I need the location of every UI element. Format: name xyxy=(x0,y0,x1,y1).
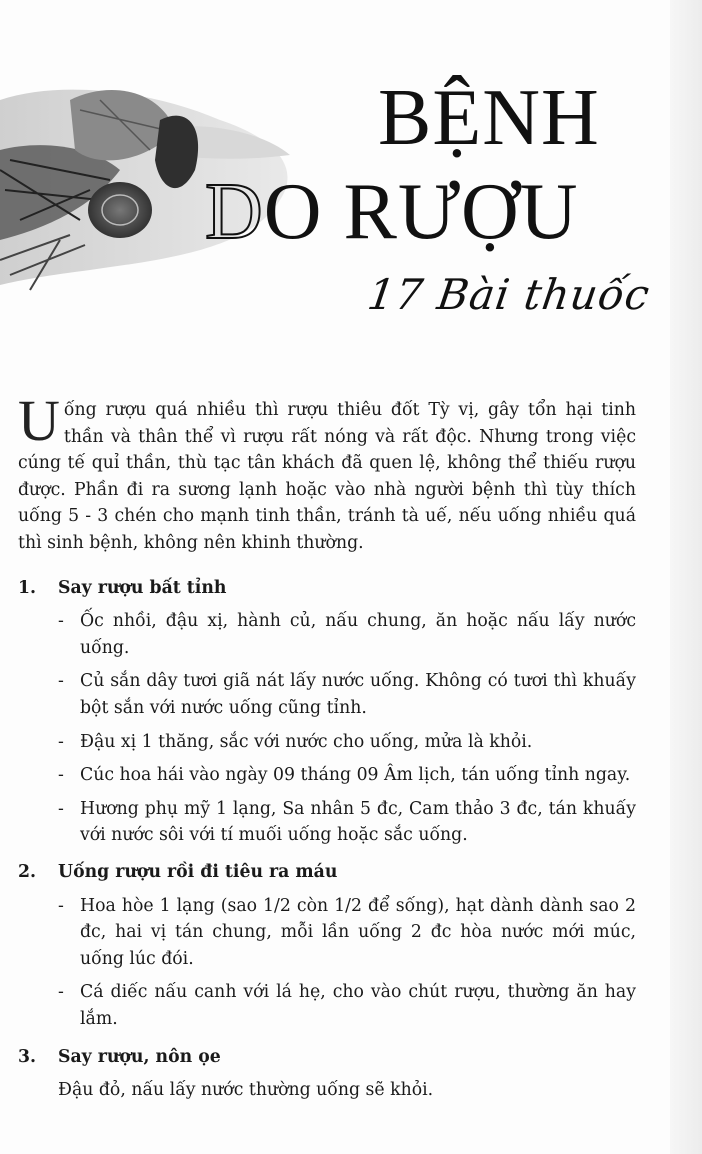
title-outline-letter: D xyxy=(205,168,264,256)
list-item: - Hương phụ mỹ 1 lạng, Sa nhân 5 đc, Cam thảo 3 đc, tán khuấy với nước sôi với tí muối uống hoặc sắc uống. xyxy=(58,798,636,846)
list-item: - Cá diếc nấu canh với lá hẹ, cho vào chút rượu, thường ăn hay lắm. xyxy=(58,982,636,1029)
title-line-2 xyxy=(205,168,579,256)
list-item: - Đậu xị 1 thăng, sắc với nước cho uống, mửa là khỏi. xyxy=(58,731,533,752)
section-text: Đậu đỏ, nấu lấy nước thường uống sẽ khỏi. xyxy=(58,1080,434,1101)
section-heading xyxy=(18,859,636,886)
section-number: 3. xyxy=(18,1047,37,1068)
title-line-1: BỆNH xyxy=(378,74,600,162)
list-item: - Hoa hòe 1 lạng (sao 1/2 còn 1/2 để sống), hạt dành dành sao 2 đc, hai vị tán chung, mỗi lần uống 2 đc hòa nước mới múc, uống lúc đói. xyxy=(58,895,636,969)
section-heading xyxy=(18,1044,636,1071)
section-number: 1. xyxy=(18,577,37,598)
section-title: Say rượu, nôn ọe xyxy=(58,1047,221,1068)
section-title: Uống rượu rồi đi tiêu ra máu xyxy=(58,861,338,882)
article-body xyxy=(18,388,636,1104)
list-item: - Ốc nhồi, đậu xị, hành củ, nấu chung, ăn hoặc nấu lấy nước uống. xyxy=(58,611,636,658)
page-edge xyxy=(670,0,702,1154)
list-item: - Củ sắn dây tươi giã nát lấy nước uống. Không có tươi thì khuấy bột sắn với nước uống cũng tỉnh. xyxy=(58,671,636,718)
intro-paragraph xyxy=(18,388,636,557)
section-2 xyxy=(18,859,636,1033)
drop-cap: U xyxy=(18,388,60,453)
section-3 xyxy=(18,1044,636,1103)
title-line-2-rest: O RƯỢU xyxy=(263,168,579,256)
section-heading xyxy=(18,575,636,602)
section-title: Say rượu bất tỉnh xyxy=(58,577,227,598)
intro-text: ống rượu quá nhiều thì rượu thiêu đốt Tỳ vị, gây tổn hại tinh thần và thân thể vì rượu rất nóng và rất độc. Nhưng trong việc cúng tế quỉ thần, thù tạc tân khách đã quen lệ, không thể thiếu rượu được. Phần đi ra sương lạnh hoặc vào nhà người bệnh thì tùy thích uống 5 - 3 chén cho mạnh tinh thần, tránh tà uế, nếu uống nhiều quá thì sinh bệnh, không nên khinh thường. xyxy=(18,400,636,553)
section-1 xyxy=(18,575,636,849)
section-number: 2. xyxy=(18,861,37,882)
subtitle: 17 Bài thuốc xyxy=(364,270,654,319)
list-item: - Cúc hoa hái vào ngày 09 tháng 09 Âm lịch, tán uống tỉnh ngay. xyxy=(58,765,631,786)
